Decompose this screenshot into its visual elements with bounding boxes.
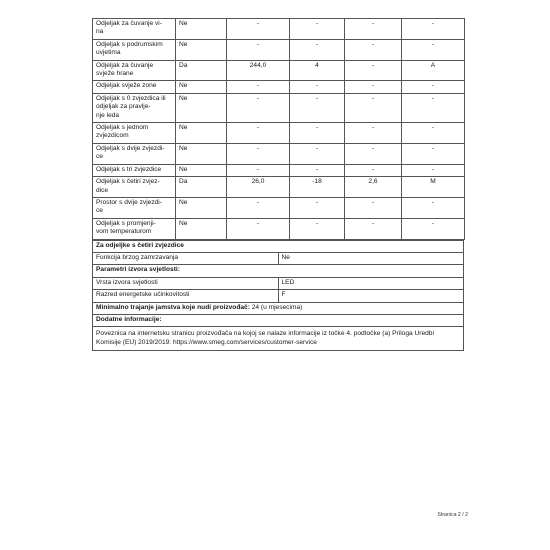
- compartment-row: [93, 123, 465, 144]
- compartment-label: Odjeljak za čuvanje svježe hrane: [93, 60, 176, 81]
- compartment-climate-class: A: [402, 60, 465, 81]
- compartment-present: Ne: [176, 123, 227, 144]
- compartment-temperature: -: [290, 164, 345, 176]
- compartment-present: Ne: [176, 197, 227, 218]
- compartment-volume: -: [227, 81, 290, 93]
- compartment-label: Prostor s dvije zvjezdi- ce: [93, 197, 176, 218]
- compartment-temperature: -: [290, 19, 345, 40]
- compartment-volume: -: [227, 123, 290, 144]
- compartment-temperature: -: [290, 93, 345, 122]
- compartment-label: Odjeljak s 0 zvjezdica ili odjeljak za pravlje- nje leda: [93, 93, 176, 122]
- compartment-climate-class: -: [402, 39, 465, 60]
- compartment-label: Odjeljak s promjenji- vom temperaturom: [93, 218, 176, 239]
- compartment-row: [93, 19, 465, 40]
- product-information-sheet: [92, 18, 464, 351]
- compartment-freezing-capacity: -: [345, 143, 402, 164]
- compartment-row: [93, 60, 465, 81]
- warranty-row: [93, 302, 464, 314]
- fast-freeze-value: Ne: [278, 252, 464, 264]
- compartment-freezing-capacity: -: [345, 218, 402, 239]
- compartment-temperature: -: [290, 197, 345, 218]
- four-star-section: [92, 240, 464, 352]
- fast-freeze-label: Funkcija brzog zamrzavanja: [93, 252, 279, 264]
- compartment-freezing-capacity: -: [345, 123, 402, 144]
- compartment-climate-class: -: [402, 81, 465, 93]
- compartment-volume: -: [227, 197, 290, 218]
- warranty-label: Minimalno trajanje jamstva koje nudi proizvođač:: [96, 303, 250, 311]
- compartment-temperature: -: [290, 123, 345, 144]
- compartment-label: Odjeljak s tri zvjezdice: [93, 164, 176, 176]
- compartment-freezing-capacity: -: [345, 60, 402, 81]
- compartment-table: [92, 18, 465, 240]
- compartment-climate-class: -: [402, 19, 465, 40]
- compartment-climate-class: M: [402, 177, 465, 198]
- compartment-freezing-capacity: 2,6: [345, 177, 402, 198]
- compartment-volume: 26,0: [227, 177, 290, 198]
- compartment-label: Odjeljak svježe zone: [93, 81, 176, 93]
- compartment-label: Odjeljak s podrumskim uvjetima: [93, 39, 176, 60]
- compartment-volume: -: [227, 143, 290, 164]
- compartment-volume: -: [227, 93, 290, 122]
- compartment-row: [93, 93, 465, 122]
- compartment-climate-class: -: [402, 123, 465, 144]
- compartment-row: [93, 218, 465, 239]
- compartment-climate-class: -: [402, 218, 465, 239]
- compartment-temperature: -: [290, 143, 345, 164]
- compartment-present: Ne: [176, 218, 227, 239]
- compartment-temperature: -18: [290, 177, 345, 198]
- compartment-freezing-capacity: -: [345, 39, 402, 60]
- compartment-volume: -: [227, 164, 290, 176]
- compartment-row: [93, 164, 465, 176]
- compartment-freezing-capacity: -: [345, 164, 402, 176]
- compartment-volume: -: [227, 39, 290, 60]
- compartment-present: Ne: [176, 164, 227, 176]
- compartment-freezing-capacity: -: [345, 81, 402, 93]
- compartment-temperature: -: [290, 218, 345, 239]
- additional-heading: Dodatne informacije:: [93, 314, 464, 326]
- compartment-volume: -: [227, 19, 290, 40]
- compartment-row: [93, 143, 465, 164]
- compartment-label: Odjeljak s dvije zvjezdi- ce: [93, 143, 176, 164]
- compartment-present: Ne: [176, 39, 227, 60]
- light-type-label: Vrsta izvora svjetlosti: [93, 277, 279, 289]
- page-number: Stranica 2 / 2: [437, 512, 468, 518]
- compartment-climate-class: -: [402, 143, 465, 164]
- compartment-present: Da: [176, 60, 227, 81]
- compartment-label: Odjeljak s jednom zvjezdicom: [93, 123, 176, 144]
- compartment-climate-class: -: [402, 164, 465, 176]
- compartment-temperature: -: [290, 81, 345, 93]
- compartment-row: [93, 81, 465, 93]
- compartment-present: Ne: [176, 143, 227, 164]
- compartment-freezing-capacity: -: [345, 19, 402, 40]
- compartment-row: [93, 39, 465, 60]
- light-heading: Parametri izvora svjetlosti:: [93, 265, 464, 277]
- four-star-heading: Za odjeljke s četiri zvjezdice: [93, 240, 464, 252]
- compartment-present: Ne: [176, 81, 227, 93]
- compartment-freezing-capacity: -: [345, 93, 402, 122]
- compartment-row: [93, 197, 465, 218]
- warranty-value: 24 (u mjesecima): [251, 303, 303, 311]
- compartment-climate-class: -: [402, 197, 465, 218]
- compartment-volume: 244,0: [227, 60, 290, 81]
- compartment-label: Odjeljak s četiri zvjez- dice: [93, 177, 176, 198]
- compartment-climate-class: -: [402, 93, 465, 122]
- compartment-volume: -: [227, 218, 290, 239]
- compartment-temperature: 4: [290, 60, 345, 81]
- compartment-present: Da: [176, 177, 227, 198]
- light-class-value: F: [278, 290, 464, 302]
- compartment-present: Ne: [176, 93, 227, 122]
- compartment-row: [93, 177, 465, 198]
- light-class-label: Razred energetske učinkovitosti: [93, 290, 279, 302]
- additional-text: Poveznica na internetsku stranicu proizvođača na kojoj se nalaze informacije iz točke 4. podtočke (a) Priloga Uredbi Komisije (EU) 2019/2019: https://www.smeg.com/services/customer-service: [93, 327, 464, 351]
- compartment-temperature: -: [290, 39, 345, 60]
- compartment-freezing-capacity: -: [345, 197, 402, 218]
- compartment-label: Odjeljak za čuvanje vi- na: [93, 19, 176, 40]
- compartment-present: Ne: [176, 19, 227, 40]
- light-type-value: LED: [278, 277, 464, 289]
